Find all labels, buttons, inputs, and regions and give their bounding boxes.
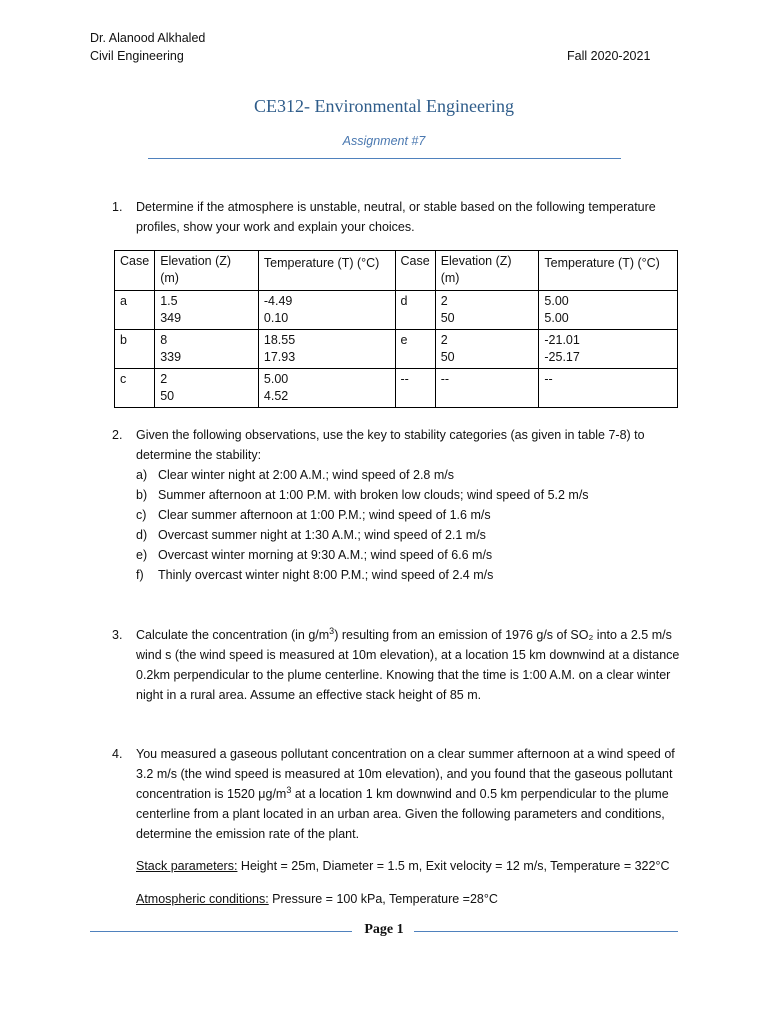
list-item: c) Clear summer afternoon at 1:00 P.M.; wind speed of 1.6 m/s [136,508,491,522]
elevation-cell: 2 50 [435,291,539,330]
term: Fall 2020-2021 [567,49,651,63]
temperature-profile-table [114,250,678,408]
question-1 [112,197,682,237]
page-number: Page 1 [364,922,404,937]
table-row [115,369,678,408]
question-number: 2. [112,428,123,442]
temperature-cell: -21.01 -25.17 [539,330,678,369]
temperature-cell: 5.00 5.00 [539,291,678,330]
case-cell: d [395,291,435,330]
question-2 [112,425,682,585]
elevation-cell: 1.5 349 [155,291,259,330]
department: Civil Engineering [90,49,184,63]
case-cell: b [115,330,155,369]
col-header: Case [395,251,435,291]
case-cell: a [115,291,155,330]
stack-parameters: Stack parameters: Height = 25m, Diameter = 1.5 m, Exit velocity = 12 m/s, Temperature = 322°C [136,859,670,873]
col-header: Case [115,251,155,291]
col-header: Temperature (T) (°C) [258,251,395,291]
table-row [115,330,678,369]
elevation-cell: 2 50 [155,369,259,408]
question-text: Calculate the concentration (in $g/m^3$) resulting from an emission of 1976 g/s of SO₂ into a 2.5 m/s wind s (the wind speed is measured at 10m elevation), at a location 15 km downwind at a distance 0.2km perpendicular to the plume centerline. Knowing that the time is 1:00 A.M. on a clear winter night in a rural area. Assume an effective stack height of 85 m. [136,625,680,702]
col-header: Elevation (Z) (m) [155,251,259,291]
temperature-cell: 5.00 4.52 [258,369,395,408]
col-header: Elevation (Z) (m) [435,251,539,291]
question-number: 1. [112,200,123,214]
question-text: You measured a gaseous pollutant concentration on a clear summer afternoon at a wind speed of 3.2 m/s (the wind speed is measured at 10m elevation), and you found that the gaseous pollutant concentration is 1520 $\mu g/m^3$ at a location 1 km downwind and 0.5 km perpendicular to the plume centerline from a plant located in an urban area. Given the following parameters and conditions, determine the emission rate of the plant. [136,747,675,841]
case-cell: c [115,369,155,408]
assignment-subtitle: Assignment #7 [342,134,426,148]
author-name: Dr. Alanood Alkhaled [90,31,206,45]
table-row [115,291,678,330]
course-title: CE312- Environmental Engineering [254,96,514,116]
table-header-row [115,251,678,291]
atmospheric-conditions: Atmospheric conditions: Pressure = 100 kPa, Temperature =28°C [136,892,498,906]
elevation-cell: -- [435,369,539,408]
list-item: f) Thinly overcast winter night 8:00 P.M.; wind speed of 2.4 m/s [136,568,494,582]
elevation-cell: 8 339 [155,330,259,369]
col-header: Temperature (T) (°C) [539,251,678,291]
elevation-cell: 2 50 [435,330,539,369]
question-3 [112,625,682,705]
case-cell: e [395,330,435,369]
question-text: Given the following observations, use the key to stability categories (as given in table 7-8) to determine the stability: [136,428,645,462]
question-text: Determine if the atmosphere is unstable, neutral, or stable based on the following temperature profiles, show your work and explain your choices. [136,200,656,234]
title-divider [148,158,621,159]
list-item: d) Overcast summer night at 1:30 A.M.; wind speed of 2.1 m/s [136,528,486,542]
temperature-cell: 18.55 17.93 [258,330,395,369]
list-item: e) Overcast winter morning at 9:30 A.M.; wind speed of 6.6 m/s [136,548,493,562]
question-number: 4. [112,747,123,761]
list-item: b) Summer afternoon at 1:00 P.M. with broken low clouds; wind speed of 5.2 m/s [136,488,589,502]
temperature-cell: -- [539,369,678,408]
question-4 [112,744,682,909]
list-item: a) Clear winter night at 2:00 A.M.; wind speed of 2.8 m/s [136,468,454,482]
case-cell: -- [395,369,435,408]
question-number: 3. [112,628,123,642]
temperature-cell: -4.49 0.10 [258,291,395,330]
